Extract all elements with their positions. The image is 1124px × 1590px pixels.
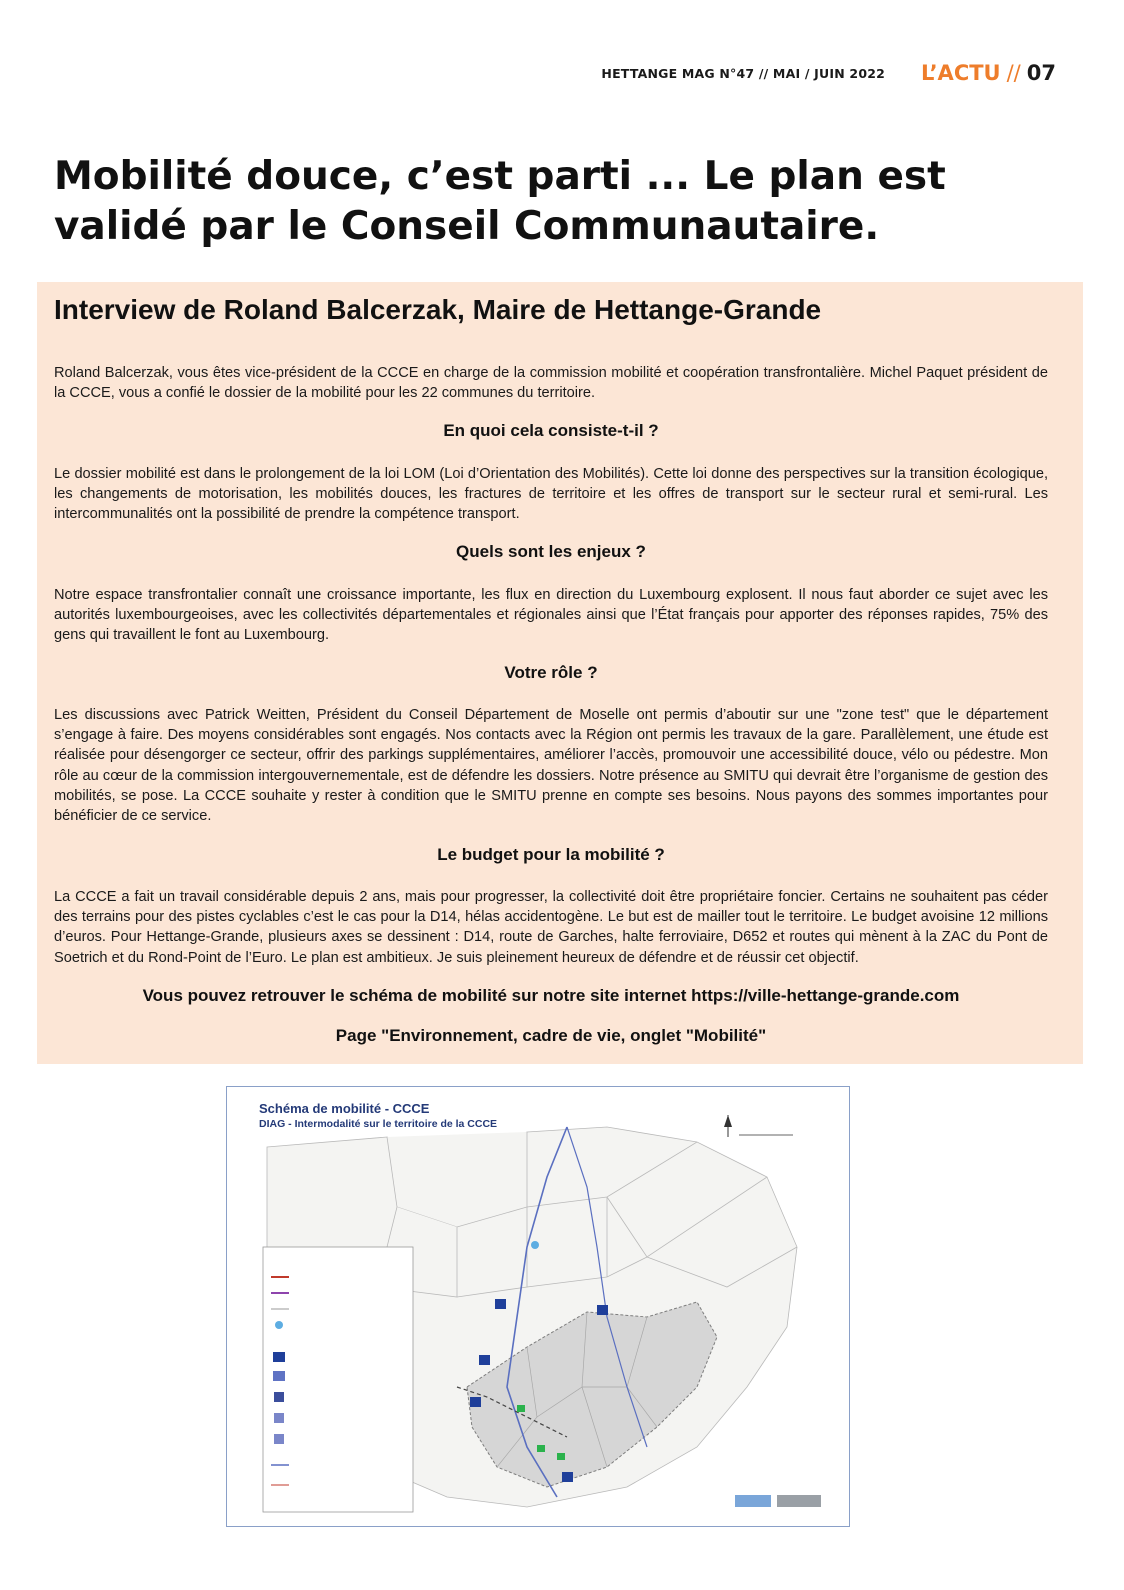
question-1: En quoi cela consiste-t-il ?	[443, 421, 659, 440]
interview-subtitle: Interview de Roland Balcerzak, Maire de Hettange-Grande	[54, 294, 822, 325]
partner-logo-1	[735, 1495, 771, 1507]
question-4: Le budget pour la mobilité ?	[437, 845, 665, 864]
north-arrow-icon	[724, 1115, 793, 1137]
section-name: L’ACTU	[921, 61, 1001, 85]
map-graphic	[227, 1087, 848, 1525]
intro-paragraph: Roland Balcerzak, vous êtes vice-président de la CCCE en charge de la commission mobilité et coopération transfrontalière. Michel Paquet président de la CCCE, vous a confié le dossier de la mobilité pour les 22 communes du territoire.	[54, 365, 1048, 402]
magazine-issue: HETTANGE MAG N°47 // MAI / JUIN 2022	[601, 65, 886, 81]
question-2: Quels sont les enjeux ?	[456, 542, 646, 561]
station-marker	[531, 1241, 539, 1249]
answer-3: Les discussions avec Patrick Weitten, Président du Conseil Département de Moselle ont permis d’aboutir sur une "zone test" que le département s’engage à faire. Des moyens considérables sont engagés. Nos contacts avec la Région ont permis les travaux de la gare. Parallèlement, une étude est réalisée pour désengorger ce secteur, offrir des parkings supplémentaires, améliorer l’accès, promouvoir une accessibilité douce, vélo ou pédestre. Mon rôle au cœur de la commission intergouvernementale, est de défendre les dossiers. Notre présence au SMITU qui devrait être l’organisme de gestion des mobilités, se pose. La CCCE souhaite y rester à condition que le SMITU prenne en compte ses besoins. Nous payons des sommes importantes pour bénéficier de ce service.	[54, 707, 1048, 825]
answer-2: Notre espace transfrontalier connaît une croissance importante, les flux en direction du Luxembourg explosent. Il nous faut aborder ce sujet avec les autorités luxembourgeoises, avec les collectivités départementales et régionales ainsi que l’État français pour apporter des réponses rapides, 75% des gens qui travaillent le font au Luxembourg.	[54, 587, 1048, 644]
answer-4: La CCCE a fait un travail considérable depuis 2 ans, mais pour progresser, la collectivité doit être propriétaire foncier. Certains ne souhaitent pas céder des terrains pour des pistes cyclables c’est le cas pour la D14, hélas accidentogène. Le but est de mailler tout le territoire. Le budget avoisine 12 millions d’euros. Pour Hettange-Grande, plusieurs axes se dessinent : D14, route de Garches, halte ferroviaire, D652 et routes qui mènent à la ZAC du Pont de Soetrich et du Rond-Point de l’Euro. Le plan est ambitieux. Je suis pleinement heureux de défendre et de réussir cet objectif.	[54, 889, 1048, 966]
interview-panel	[37, 282, 1083, 1064]
partner-logo-2	[777, 1495, 821, 1507]
map-legend	[263, 1247, 413, 1512]
answer-1: Le dossier mobilité est dans le prolongement de la loi LOM (Loi d’Orientation des Mobilités). Cette loi donne des perspectives sur la transition écologique, les changements de motorisation, les mobilités douces, les fractures de territoire et les offres de transport sur le secteur rural et semi-rural. Les intercommunalités ont la possibilité de prendre la compétence transport.	[54, 466, 1048, 523]
page-number: 07	[1026, 61, 1056, 85]
section-label	[921, 61, 1056, 85]
page-callout: Page "Environnement, cadre de vie, onglet "Mobilité"	[335, 1026, 767, 1045]
map-title: Schéma de mobilité - CCCE	[259, 1101, 430, 1116]
mobility-map	[226, 1086, 850, 1527]
article-title: Mobilité douce, c’est parti ... Le plan est validé par le Conseil Communautaire.	[54, 154, 946, 249]
question-3: Votre rôle ?	[504, 663, 598, 682]
website-callout: Vous pouvez retrouver le schéma de mobilité sur notre site internet https://ville-hettange-grande.com	[142, 986, 960, 1005]
section-separator: //	[1006, 61, 1021, 85]
page-header	[601, 58, 1056, 88]
map-subtitle: DIAG - Intermodalité sur le territoire de la CCCE	[259, 1118, 498, 1130]
